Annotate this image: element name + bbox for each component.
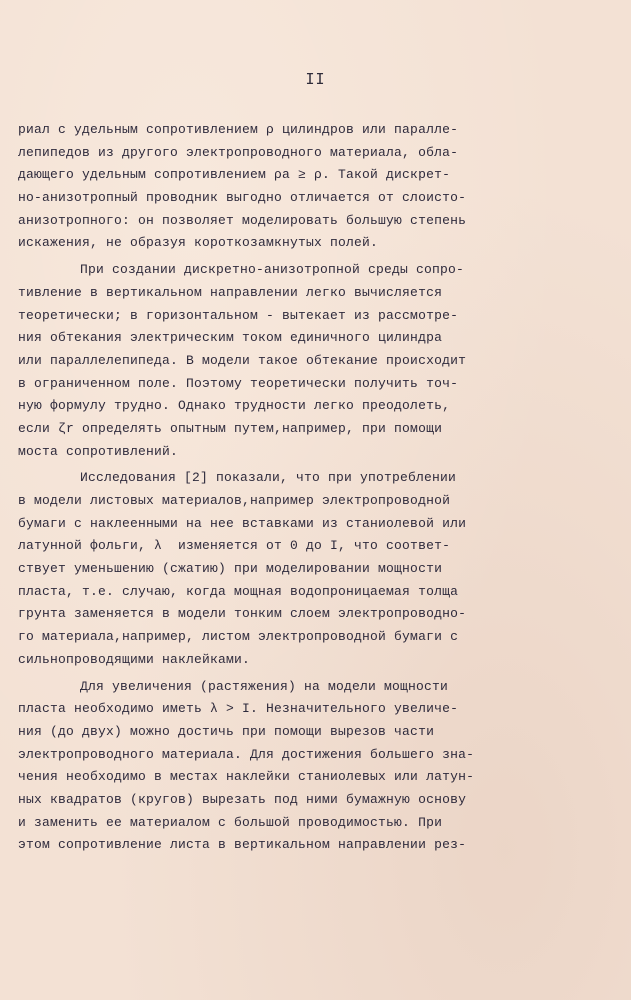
text-line: тивление в вертикальном направлении легко вычисляется [18,284,443,300]
text-line: ную формулу трудно. Однако трудности легко преодолеть, [18,398,451,414]
text-line: искажения, не образуя короткозамкнутых полей. [18,235,379,251]
text-line: ных квадратов (кругов) вырезать под ними бумажную основу [18,791,467,807]
text-line: если ζr определять опытным путем,например, при помощи [18,420,443,436]
text-line: грунта заменяется в модели тонким слоем электропроводно- [18,606,467,622]
paragraph [18,676,618,858]
text-line: но-анизотропный проводник выгодно отличается от слоисто- [18,190,467,206]
text-line: моста сопротивлений. [18,443,179,459]
text-line: сильнопроводящими наклейками. [18,651,251,667]
page-number: II [305,70,326,88]
paragraph [18,119,618,255]
text-line: пласта, т.е. случаю, когда мощная водопроницаемая толща [18,583,459,599]
text-line: Исследования [2] показали, что при употреблении [80,470,457,486]
text-line: в ограниченном поле. Поэтому теоретически получить точ- [18,375,459,391]
text-line: бумаги с наклеенными на нее вставками из станиолевой или [18,515,467,531]
text-line: При создании дискретно-анизотропной среды сопро- [80,262,465,278]
text-line: чения необходимо в местах наклейки станиолевых или латун- [18,769,475,785]
text-line: анизотропного: он позволяет моделировать большую степень [18,212,467,228]
paragraph [18,467,618,671]
paragraph [18,259,618,463]
text-line: Для увеличения (растяжения) на модели мощности [80,678,449,694]
text-line: в модели листовых материалов,например электропроводной [18,493,451,508]
text-line: дающего удельным сопротивлением ρa ≥ ρ. Такой дискрет- [18,167,451,183]
text-line: ния (до двух) можно достичь при помощи вырезов части [18,723,435,739]
text-line: теоретически; в горизонтальном - вытекает из рассмотре- [18,307,459,323]
text-line: этом сопротивление листа в вертикальном направлении рез- [18,837,467,853]
body-text [18,119,618,857]
text-line: пласта необходимо иметь λ > I. Незначительного увеличе- [18,701,459,717]
text-line: электропроводного материала. Для достижения большего зна- [18,746,475,762]
text-line: лепипедов из другого электропроводного материала, обла- [18,144,459,160]
text-line: ствует уменьшению (сжатию) при моделировании мощности [18,561,443,577]
text-line: ния обтекания электрическим током единичного цилиндра [18,330,443,346]
text-line: го материала,например, листом электропроводной бумаги с [18,629,459,645]
text-line: и заменить ее материалом с большой проводимостью. При [18,814,443,830]
text-line: или параллелепипеда. В модели такое обтекание происходит [18,352,467,368]
text-line: риал с удельным сопротивлением ρ цилиндров или паралле- [18,122,459,137]
text-line: латунной фольги, λ изменяется от 0 до I, что соответ- [18,538,451,554]
